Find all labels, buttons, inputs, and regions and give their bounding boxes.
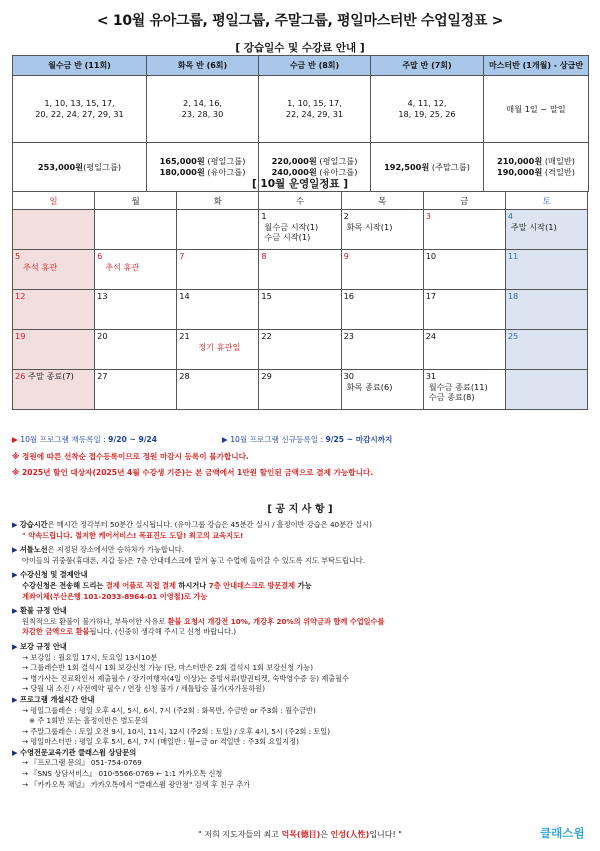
contact-line: → 『카카오톡 채널』 카카오톡에서 "클래스윔 광안점" 검색 후 친구 추가 bbox=[22, 779, 251, 789]
re-reg-label: 10월 프로그램 재등록일 : bbox=[20, 435, 106, 444]
makeup-line: → 병가사는 진료확인서 제출필수 / 장기여행자(4일 이상)는 증빙서류(발권티켓, 숙박영수증 등) 제출필수 bbox=[22, 673, 350, 683]
day-event: 월수금 종료(11) bbox=[428, 381, 488, 392]
notice-schedule-head: ▶ 프로그램 개설시간 안내 bbox=[12, 694, 95, 704]
day-number: 28 bbox=[179, 371, 190, 381]
calendar-day bbox=[95, 210, 177, 250]
day-number: 26 bbox=[15, 371, 26, 381]
day-number: 8 bbox=[261, 251, 267, 261]
day-number: 5 bbox=[15, 251, 21, 261]
day-number: 11 bbox=[507, 251, 519, 261]
notice-makeup-head: ▶ 보강 규정 안내 bbox=[12, 641, 67, 651]
fee-date-line: 1, 10, 13, 15, 17, bbox=[44, 98, 115, 108]
calendar-day bbox=[341, 290, 423, 330]
fee-price-line: 210,000원 (매일반) bbox=[497, 156, 575, 166]
calendar-day bbox=[423, 370, 505, 410]
day-number: 20 bbox=[97, 331, 108, 341]
calendar-title: [ 10월 운영일정표 ] bbox=[251, 178, 349, 190]
day-number: 12 bbox=[15, 291, 26, 301]
calendar-day bbox=[259, 370, 341, 410]
day-event: 주말 종료(7) bbox=[28, 371, 74, 381]
day-row bbox=[15, 371, 92, 382]
fee-price-line: 220,000원 (평일그룹) bbox=[271, 156, 358, 166]
day-event: 화목 종료(6) bbox=[346, 381, 393, 392]
day-number: 16 bbox=[343, 291, 354, 301]
fee-price-line: 240,000원 (유아그룹) bbox=[271, 167, 358, 177]
registration-dates-line bbox=[12, 432, 592, 449]
brand-logo: 클래스윔 bbox=[540, 826, 585, 840]
day-number: 18 bbox=[507, 291, 519, 301]
day-number: 14 bbox=[179, 291, 190, 301]
calendar-day bbox=[423, 290, 505, 330]
notice-bank-transfer: 계좌이체(부산은행 101-2033-8964-01 이영철)로 가능 bbox=[22, 591, 208, 601]
calendar-day bbox=[341, 210, 423, 250]
makeup-line: → 보강일 : 월요일 17시, 토요일 13시10분 bbox=[22, 652, 158, 662]
discount-note: ※ 2025년 할인 대상자(2025년 4월 수강생 기준)는 본 금액에서 1만원 할인된 금액으로 결제 가능합니다. bbox=[12, 468, 374, 477]
calendar-day bbox=[177, 250, 259, 290]
calendar-day bbox=[423, 330, 505, 370]
calendar-day bbox=[13, 210, 95, 250]
fee-dates-4 bbox=[484, 76, 589, 143]
notice-refund-line: 원칙적으로 환불이 불가하나, 부득이한 사유로 환불 요청시 개강전 10%, 개강후 20%의 위약금과 함께 수업일수를 bbox=[22, 616, 385, 626]
notice-shuttle: ▶ 셔틀노선은 지정된 장소에서만 승하차가 가능합니다. bbox=[12, 545, 185, 555]
calendar-day bbox=[505, 210, 587, 250]
schedule-line: → 평일그룹레슨 : 평일 오후 4시, 5시, 6시, 7시 (주2회 : 화목반, 수금반 or 주3회 : 월수금반) bbox=[22, 705, 316, 715]
day-number: 9 bbox=[343, 251, 349, 261]
notice-contact-head: ▶ 수영전문교육기관 클래스윔 상담문의 bbox=[12, 747, 137, 757]
capacity-note: ※ 정원에 따른 선착순 접수등록이므로 정원 마감시 등록이 불가합니다. bbox=[12, 451, 249, 461]
calendar-day bbox=[95, 250, 177, 290]
weekday-header: 금 bbox=[423, 192, 505, 210]
day-number: 7 bbox=[179, 251, 185, 261]
fee-date-line: 18, 19, 25, 26 bbox=[398, 109, 456, 119]
calendar-day bbox=[259, 250, 341, 290]
re-reg-date: 9/20 ~ 9/24 bbox=[108, 435, 158, 444]
day-number: 30 bbox=[343, 371, 354, 381]
calendar-day bbox=[177, 330, 259, 370]
day-number: 13 bbox=[97, 291, 108, 301]
fee-date-line: 22, 24, 29, 31 bbox=[285, 109, 344, 119]
fee-header-0: 월수금 반 (11회) bbox=[13, 56, 147, 76]
calendar-day bbox=[13, 290, 95, 330]
calendar-table bbox=[12, 191, 588, 410]
weekday-header: 화 bbox=[177, 192, 259, 210]
day-number: 22 bbox=[261, 331, 272, 341]
fee-date-line: 1, 10, 15, 17, bbox=[287, 98, 342, 108]
registration-notes bbox=[12, 432, 592, 482]
day-number: 6 bbox=[97, 251, 103, 261]
fee-dates-3 bbox=[371, 76, 484, 143]
footer-motto: " 저희 지도자들의 최고 덕목(德目)은 인성(人性)입니다! " bbox=[198, 830, 402, 839]
calendar-day bbox=[341, 250, 423, 290]
fee-price-line: 192,500원 (주말그룹) bbox=[384, 161, 470, 172]
weekday-header: 수 bbox=[259, 192, 341, 210]
notice-valuables: 아이들의 귀중품(휴대폰, 지갑 등)은 7층 안내데스크에 맡겨 놓고 수업에 들어갈 수 있도록 지도 부탁드립니다. bbox=[22, 555, 366, 565]
notice-payment-head: ▶ 수강신청 및 결제안내 bbox=[12, 570, 88, 580]
day-number: 27 bbox=[97, 371, 108, 381]
fee-table bbox=[12, 55, 589, 192]
calendar-day bbox=[341, 370, 423, 410]
fee-date-line: 2, 14, 16, bbox=[182, 98, 223, 108]
calendar-day bbox=[177, 210, 259, 250]
day-event: 월수금 시작(1) bbox=[264, 221, 319, 232]
notice-title: [ 공 지 사 항 ] bbox=[267, 504, 333, 515]
day-event: 수금 종료(8) bbox=[428, 392, 475, 402]
fee-section-title: [ 강습일수 및 수강료 안내 ] bbox=[235, 42, 365, 54]
calendar-day bbox=[505, 330, 587, 370]
calendar-day bbox=[259, 290, 341, 330]
makeup-line: → 그룹레슨반 1회 결석시 1회 보강신청 가능 (단, 마스터반은 2회 결석시 1회 보강신청 가능) bbox=[22, 663, 314, 673]
day-event: 화목 시작(1) bbox=[346, 221, 393, 232]
schedule-line: → 평일마스터반 : 평일 오후 5시, 6시, 7시 (매일반 : 월~금 or 격일반 : 주3회 요일지정) bbox=[22, 737, 299, 747]
calendar-day bbox=[505, 370, 587, 410]
calendar-day bbox=[505, 250, 587, 290]
calendar-day bbox=[259, 210, 341, 250]
notice-payment-line: 수강신청은 전송해 드리는 결제 어플로 직접 결제 하시거나 7층 안내데스크로 방문결제 가능 bbox=[22, 580, 312, 590]
calendar-day bbox=[13, 250, 95, 290]
fee-header-2: 수금 반 (8회) bbox=[259, 56, 371, 76]
day-number: 4 bbox=[507, 211, 514, 221]
calendar-day bbox=[423, 210, 505, 250]
fee-date-line: 4, 11, 12, bbox=[407, 98, 447, 108]
new-reg-label: 10월 프로그램 신규등록일 : bbox=[230, 435, 324, 444]
notice-lesson-time: ▶ 강습시간은 매시간 정각부터 50분간 실시됩니다. (유아그룹 강습은 45분간 실시 / 흘정이반 강습은 40분간 실시) bbox=[12, 520, 372, 529]
calendar-day bbox=[259, 330, 341, 370]
calendar-day bbox=[13, 330, 95, 370]
weekday-header: 토 bbox=[505, 192, 587, 210]
day-number: 1 bbox=[261, 211, 267, 221]
fee-price-line: 190,000원 (격일반) bbox=[497, 167, 575, 177]
calendar-day bbox=[13, 370, 95, 410]
makeup-line: → 당월 내 소진 / 사전예약 필수 / 연장 신청 불가 / 세틀탑승 불가(자가등하원) bbox=[22, 684, 266, 694]
contact-line: → 『프로그램 문의』 051-754-0769 bbox=[22, 758, 142, 768]
day-number: 19 bbox=[15, 331, 26, 341]
fee-price-line: 253,000원(평일그룹) bbox=[37, 161, 122, 172]
new-reg-marker: ▶ bbox=[221, 435, 228, 444]
new-reg-date: 9/25 ~ 마감시까지 bbox=[325, 435, 393, 444]
calendar-day bbox=[423, 250, 505, 290]
day-number: 10 bbox=[425, 251, 437, 261]
calendar-day bbox=[177, 290, 259, 330]
weekday-header: 목 bbox=[341, 192, 423, 210]
day-number: 23 bbox=[343, 331, 354, 341]
re-reg-marker: ▶ bbox=[12, 435, 18, 444]
schedule-line: → 주말그룹레슨 : 토일 오전 9시, 10시, 11시, 12시 (주2회 : 토일) / 오후 4시, 5시 (주2회 : 토일) bbox=[22, 726, 331, 736]
day-number: 15 bbox=[261, 291, 272, 301]
fee-dates-2 bbox=[259, 76, 371, 143]
fee-header-3: 주말 반 (7회) bbox=[371, 56, 484, 76]
calendar-day bbox=[505, 290, 587, 330]
day-number: 31 bbox=[425, 371, 437, 381]
notice-refund-line2: 차감한 금액으로 환불됩니다. (신중히 생각해 주시고 신청 바랍니다.) bbox=[22, 627, 237, 637]
day-event: 추석 휴관 bbox=[23, 261, 58, 272]
fee-dates-0 bbox=[13, 76, 147, 143]
day-event: 추석 휴관 bbox=[105, 261, 140, 272]
fee-date-line: 20, 22, 24, 27, 29, 31 bbox=[35, 109, 124, 119]
calendar-day bbox=[95, 290, 177, 330]
day-number: 2 bbox=[343, 211, 349, 221]
notice-section bbox=[12, 520, 597, 790]
calendar-day bbox=[341, 330, 423, 370]
day-number: 24 bbox=[425, 331, 437, 341]
day-number: 25 bbox=[507, 331, 519, 341]
fee-date-line: 매월 1일 ~ 말일 bbox=[506, 103, 566, 114]
day-number: 17 bbox=[425, 291, 437, 301]
notice-promise: " 약속드립니다. 철저한 케어서비스! 목표진도 도달! 최고의 교육지도! bbox=[22, 530, 244, 540]
fee-header-4: 마스터반 (1개월) - 상급반 bbox=[484, 56, 589, 76]
day-event: 수금 시작(1) bbox=[264, 232, 311, 242]
day-number: 3 bbox=[425, 211, 431, 221]
notice-refund-head: ▶ 환불 규정 안내 bbox=[12, 606, 67, 616]
schedule-line: ※ 주 1회반 또는 흘정이반은 별도문의 bbox=[29, 716, 149, 726]
day-event: 정기 휴관일 bbox=[198, 341, 241, 352]
fee-price-line: 180,000원 (유아그룹) bbox=[159, 167, 246, 177]
weekday-header: 월 bbox=[95, 192, 177, 210]
fee-dates-1 bbox=[147, 76, 259, 143]
calendar-day bbox=[95, 330, 177, 370]
fee-header-1: 화목 반 (6회) bbox=[147, 56, 259, 76]
page-title: < 10월 유아그룹, 평일그룹, 주말그룹, 평일마스터반 수업일정표 > bbox=[96, 13, 504, 29]
day-event: 주말 시작(1) bbox=[510, 221, 557, 232]
day-number: 29 bbox=[261, 371, 272, 381]
day-number: 21 bbox=[179, 331, 190, 341]
contact-line: → 『SNS 상담서비스』 010-5566-0769 ← 1:1 카카오톡 신청 bbox=[22, 769, 223, 779]
fee-date-line: 23, 28, 30 bbox=[181, 109, 224, 119]
calendar-day bbox=[95, 370, 177, 410]
weekday-header: 일 bbox=[13, 192, 95, 210]
calendar-day bbox=[177, 370, 259, 410]
fee-price-line: 165,000원 (평일그룹) bbox=[159, 156, 246, 166]
